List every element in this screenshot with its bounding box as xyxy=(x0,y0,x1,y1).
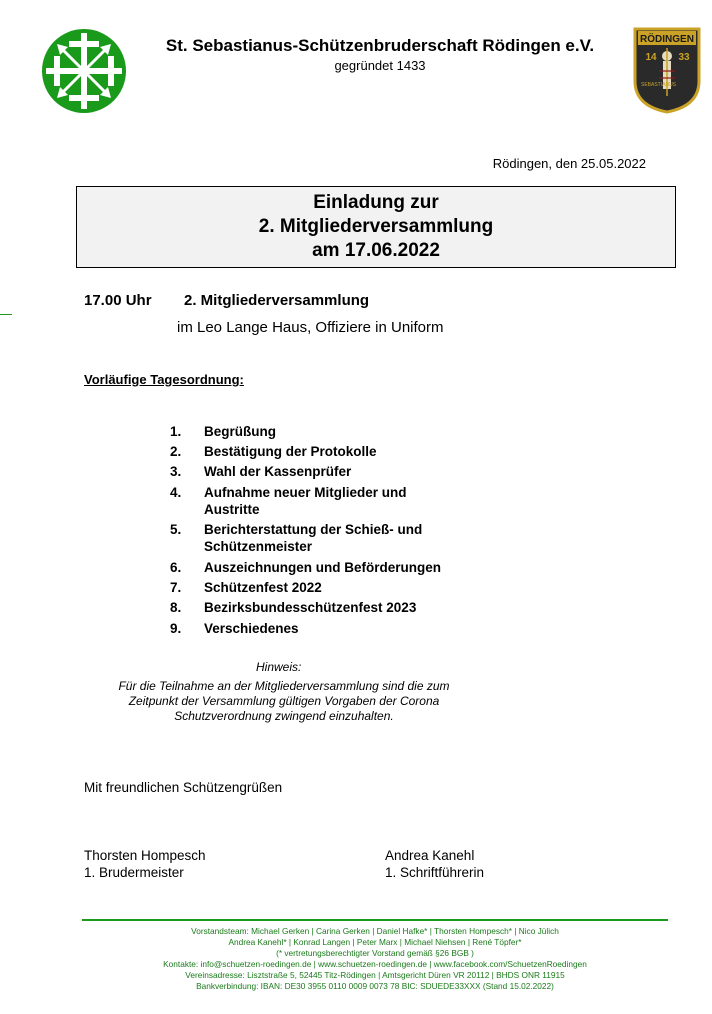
agenda-item-text: Begrüßung xyxy=(204,424,276,439)
emblem-top-text: RÖDINGEN xyxy=(640,34,694,45)
agenda-item-text: Bestätigung der Protokolle xyxy=(204,444,377,459)
agenda-item-number: 2. xyxy=(170,444,182,459)
footer-divider xyxy=(82,919,668,921)
agenda-item-number: 7. xyxy=(170,580,182,595)
shield-emblem-icon xyxy=(632,26,702,114)
signer-role: 1. Brudermeister xyxy=(84,865,184,880)
agenda-item-text: Austritte xyxy=(204,502,260,517)
footer xyxy=(82,926,668,992)
emblem-side-text-left: SEBASTIANUS xyxy=(641,82,677,88)
signature-block xyxy=(385,847,484,881)
footer-bank: Bankverbindung: IBAN: DE30 3955 0110 0009 0073 78 BIC: SDUEDE33XXX (Stand 15.02.2022) xyxy=(196,981,554,991)
signer-name: Andrea Kanehl xyxy=(385,848,475,863)
event-location: im Leo Lange Haus, Offiziere in Uniform xyxy=(177,319,444,336)
title-line-1: Einladung zur xyxy=(313,192,439,213)
event-name: 2. Mitgliederversammlung xyxy=(184,292,370,309)
cross-arrows-logo-icon xyxy=(41,28,127,114)
footer-board-note: (* vertretungsberechtigter Vorstand gemäß §26 BGB ) xyxy=(276,948,474,958)
agenda-item-number: 1. xyxy=(170,424,182,439)
agenda-item-number: 3. xyxy=(170,464,182,479)
event-time: 17.00 Uhr xyxy=(84,292,152,309)
agenda-item-text: Aufnahme neuer Mitglieder und xyxy=(204,485,407,500)
title-line-3: am 17.06.2022 xyxy=(312,240,440,261)
agenda-item-text: Bezirksbundesschützenfest 2023 xyxy=(204,600,417,615)
agenda-item-number: 5. xyxy=(170,522,182,537)
agenda-item-number: 6. xyxy=(170,560,182,575)
organization-name: St. Sebastianus-Schützenbruderschaft Rödingen e.V. xyxy=(165,36,595,55)
hint-line-3: Schutzverordnung zwingend einzuhalten. xyxy=(174,709,394,723)
emblem-year-right: 33 xyxy=(678,52,690,63)
hint-line-2: Zeitpunkt der Versammlung gültigen Vorgaben der Corona xyxy=(128,694,440,708)
signer-name: Thorsten Hompesch xyxy=(84,848,206,863)
closing-greeting: Mit freundlichen Schützengrüßen xyxy=(84,780,283,795)
emblem-year-left: 14 xyxy=(645,52,657,63)
signer-role: 1. Schriftführerin xyxy=(385,865,485,880)
title-box xyxy=(76,186,676,268)
agenda-item-text: Verschiedenes xyxy=(204,621,299,636)
agenda-item-text: Schützenfest 2022 xyxy=(204,580,322,595)
hint-text xyxy=(84,679,484,724)
place-date: Rödingen, den 25.05.2022 xyxy=(492,156,646,171)
agenda-item-number: 8. xyxy=(170,600,182,615)
agenda-item-number: 9. xyxy=(170,621,182,636)
margin-mark xyxy=(0,314,12,315)
footer-board: Vorstandsteam: Michael Gerken | Carina Gerken | Daniel Hafke* | Thorsten Hompesch* | Nico Jülich xyxy=(191,926,559,936)
agenda-heading: Vorläufige Tagesordnung: xyxy=(84,372,244,387)
founded-year: gegründet 1433 xyxy=(334,58,426,73)
agenda-item-number: 4. xyxy=(170,485,182,500)
footer-board-cont: Andrea Kanehl* | Konrad Langen | Peter Marx | Michael Niehsen | René Töpfer* xyxy=(228,937,522,947)
footer-address: Vereinsadresse: Lisztstraße 5, 52445 Titz-Rödingen | Amtsgericht Düren VR 20112 | BHDS ONR 11915 xyxy=(185,970,565,980)
agenda-item-text: Auszeichnungen und Beförderungen xyxy=(204,560,442,575)
signature-block xyxy=(84,847,206,881)
hint-title: Hinweis: xyxy=(256,660,302,674)
title-line-2: 2. Mitgliederversammlung xyxy=(258,216,494,237)
footer-contacts: Kontakte: info@schuetzen-roedingen.de | www.schuetzen-roedingen.de | www.facebook.com/SchuetzenRoedingen xyxy=(163,959,587,969)
hint-line-1: Für die Teilnahme an der Mitgliederversammlung sind die zum xyxy=(118,679,450,693)
agenda-item-text: Berichterstattung der Schieß- und xyxy=(204,522,423,537)
agenda-item-text: Schützenmeister xyxy=(204,539,313,554)
agenda-item-text: Wahl der Kassenprüfer xyxy=(204,464,352,479)
